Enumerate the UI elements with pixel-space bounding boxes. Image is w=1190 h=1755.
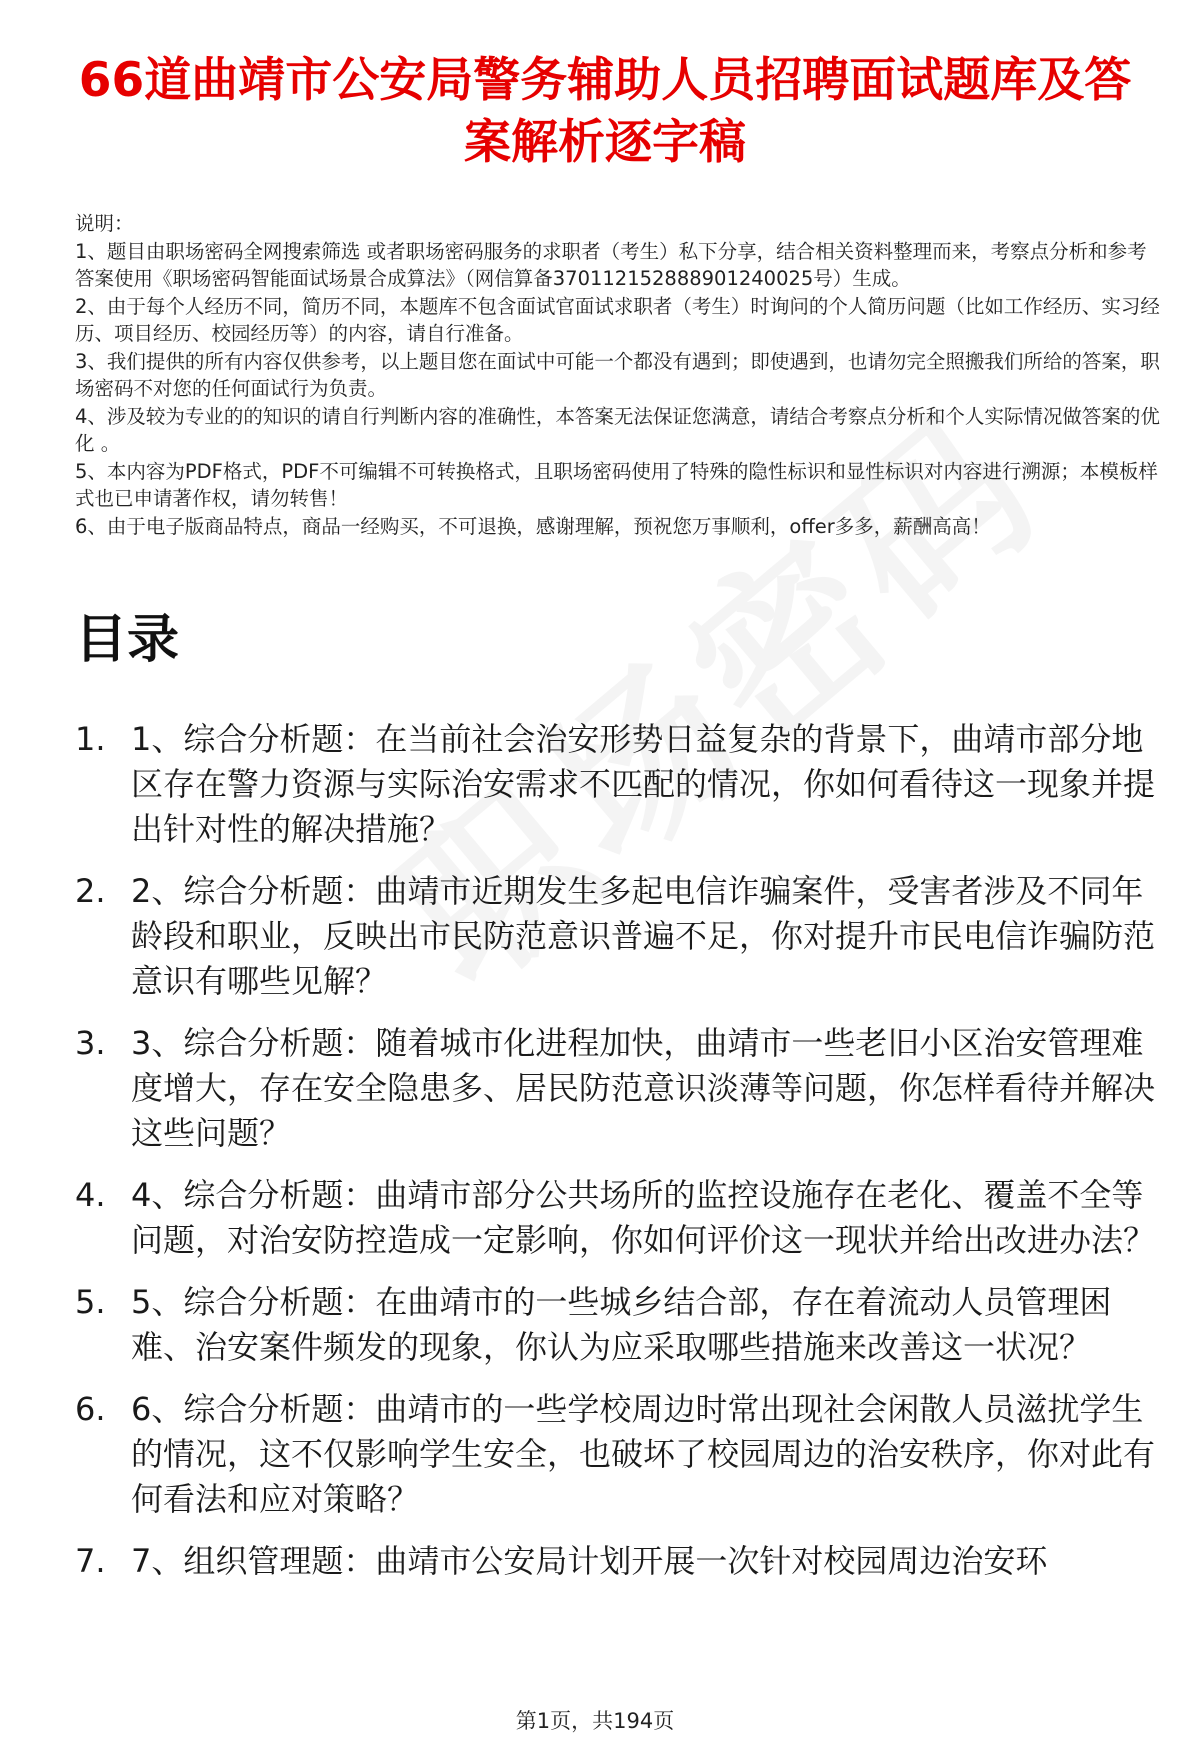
toc-item[interactable] xyxy=(75,1173,1165,1263)
toc-item-number: 6. xyxy=(75,1390,106,1428)
notes-section xyxy=(75,210,1160,540)
page-footer: 第1页，共194页 xyxy=(515,1709,675,1733)
toc-item-text[interactable]: 2、综合分析题：曲靖市近期发生多起电信诈骗案件，受害者涉及不同年龄段和职业，反映出市民防范意识普遍不足，你对提升市民电信诈骗防范意识有哪些见解？ xyxy=(131,872,1156,1000)
notes-heading: 说明： xyxy=(75,212,134,235)
toc-item[interactable] xyxy=(75,869,1165,1004)
toc-item-text[interactable]: 6、综合分析题：曲靖市的一些学校周边时常出现社会闲散人员滋扰学生的情况，这不仅影响学生安全，也破坏了校园周边的治安秩序，你对此有何看法和应对策略？ xyxy=(131,1390,1156,1518)
note-item: 6、由于电子版商品特点，商品一经购买，不可退换，感谢理解，预祝您万事顺利，offer多多，薪酬高高！ xyxy=(75,514,991,538)
toc-item-number: 7. xyxy=(75,1542,106,1580)
note-item: 1、题目由职场密码全网搜索筛选 或者职场密码服务的求职者（考生）私下分享，结合相关资料整理而来，考察点分析和参考答案使用《职场密码智能面试场景合成算法》（网信算备370112152888901240025号）生成。 xyxy=(75,239,1147,290)
document-title: 66道曲靖市公安局警务辅助人员招聘面试题库及答案解析逐字稿 xyxy=(78,53,1132,170)
toc-item[interactable] xyxy=(75,1021,1165,1156)
toc-item-text[interactable]: 7、组织管理题：曲靖市公安局计划开展一次针对校园周边治安环 xyxy=(131,1542,1048,1580)
toc-item-text[interactable]: 3、综合分析题：随着城市化进程加快，曲靖市一些老旧小区治安管理难度增大，存在安全隐患多、居民防范意识淡薄等问题，你怎样看待并解决这些问题？ xyxy=(131,1024,1156,1152)
note-item: 5、本内容为PDF格式，PDF不可编辑不可转换格式，且职场密码使用了特殊的隐性标识和显性标识对内容进行溯源；本模板样式也已申请著作权，请勿转售！ xyxy=(75,459,1158,510)
toc-item-text[interactable]: 4、综合分析题：曲靖市部分公共场所的监控设施存在老化、覆盖不全等问题，对治安防控造成一定影响，你如何评价这一现状并给出改进办法？ xyxy=(131,1176,1156,1259)
note-item: 2、由于每个人经历不同，简历不同，本题库不包含面试官面试求职者（考生）时询问的个人简历问题（比如工作经历、实习经历、项目经历、校园经历等）的内容，请自行准备。 xyxy=(75,294,1160,345)
toc-item[interactable] xyxy=(75,1539,1165,1584)
toc-heading: 目录 xyxy=(75,610,180,670)
toc-item[interactable] xyxy=(75,1280,1165,1370)
toc-list xyxy=(75,717,1165,1601)
toc-item-text[interactable]: 1、综合分析题：在当前社会治安形势日益复杂的背景下，曲靖市部分地区存在警力资源与实际治安需求不匹配的情况，你如何看待这一现象并提出针对性的解决措施？ xyxy=(131,720,1156,848)
toc-item[interactable] xyxy=(75,717,1165,852)
toc-item-number: 2. xyxy=(75,872,106,910)
toc-item-number: 3. xyxy=(75,1024,106,1062)
toc-item[interactable] xyxy=(75,1387,1165,1522)
toc-item-number: 1. xyxy=(75,720,106,758)
note-item: 3、我们提供的所有内容仅供参考，以上题目您在面试中可能一个都没有遇到；即使遇到，也请勿完全照搬我们所给的答案，职场密码不对您的任何面试行为负责。 xyxy=(75,349,1160,400)
note-item: 4、涉及较为专业的的知识的请自行判断内容的准确性，本答案无法保证您满意，请结合考察点分析和个人实际情况做答案的优化 。 xyxy=(75,404,1160,455)
toc-item-number: 5. xyxy=(75,1283,106,1321)
toc-item-text[interactable]: 5、综合分析题：在曲靖市的一些城乡结合部，存在着流动人员管理困难、治安案件频发的现象，你认为应采取哪些措施来改善这一状况？ xyxy=(131,1283,1112,1366)
toc-item-number: 4. xyxy=(75,1176,106,1214)
